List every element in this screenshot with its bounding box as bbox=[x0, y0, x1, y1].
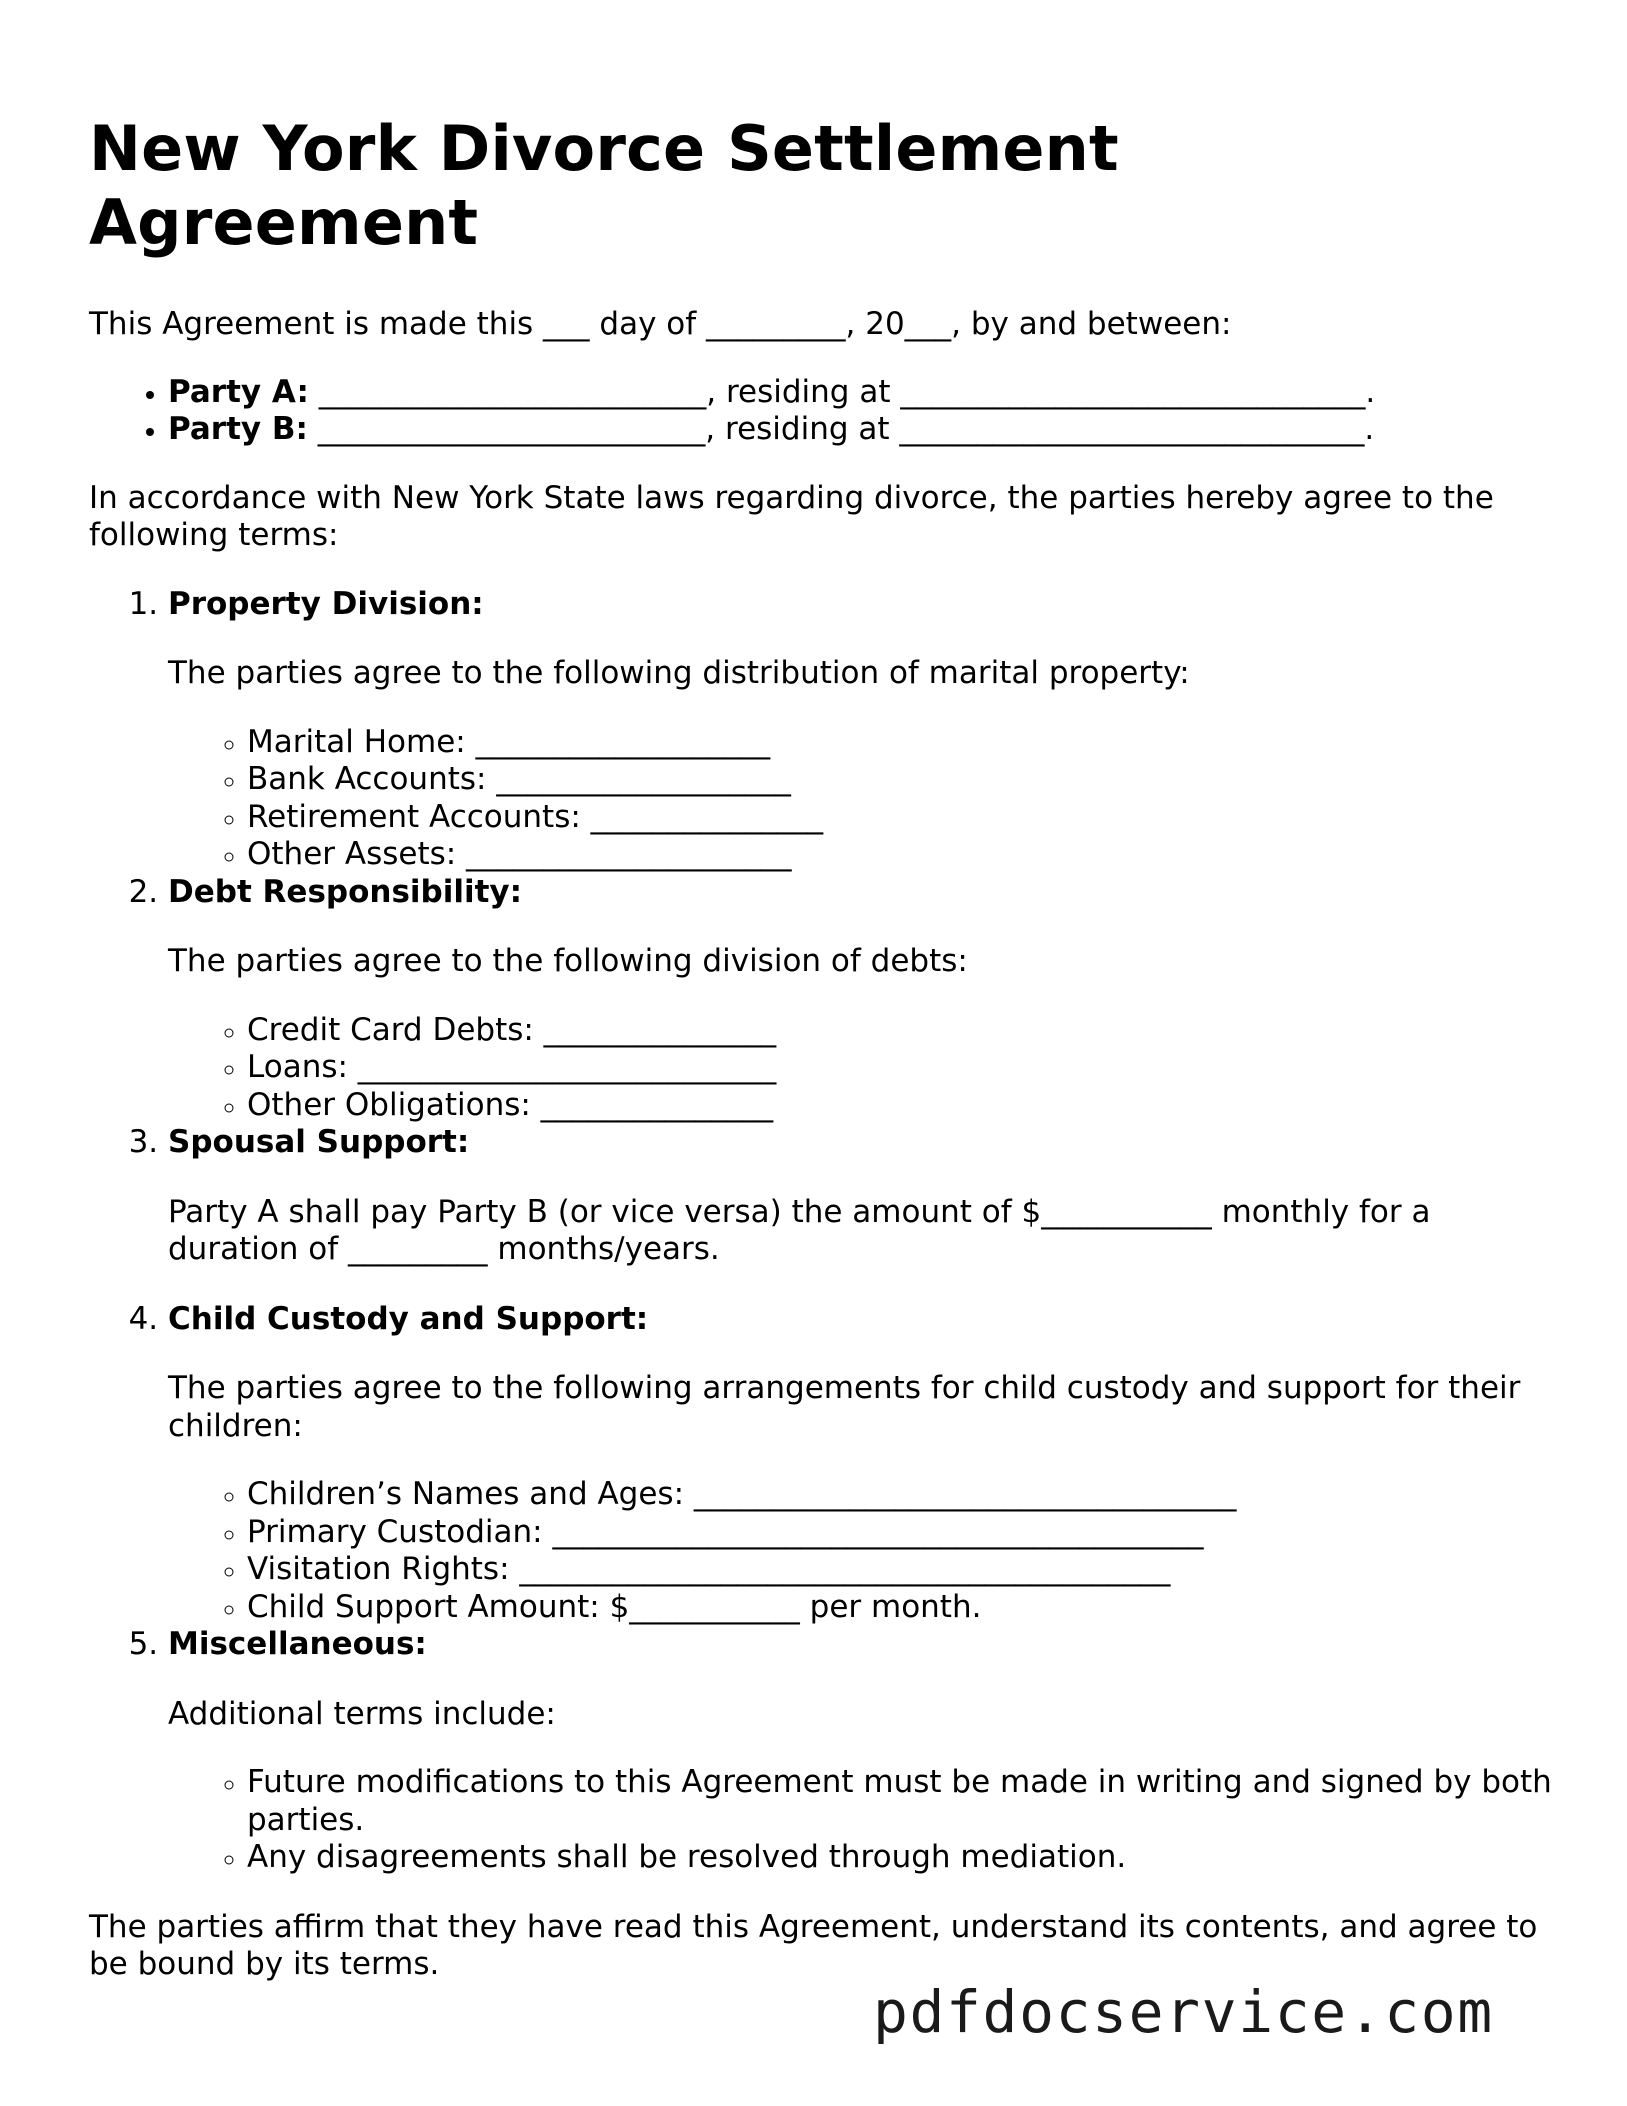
term-debt-responsibility bbox=[168, 874, 1559, 1125]
term-intro: Additional terms include: bbox=[168, 1695, 556, 1732]
term-items bbox=[168, 1476, 1559, 1626]
list-item: ◦ Any disagreements shall be resolved through mediation. bbox=[247, 1839, 1559, 1877]
party-b-label: Party B: bbox=[168, 411, 308, 447]
party-a-text: _________________________, residing at ______________________________. bbox=[308, 373, 1376, 410]
terms-list bbox=[89, 586, 1559, 1877]
term-heading: Debt Responsibility: bbox=[168, 873, 523, 910]
document-title bbox=[89, 112, 1559, 260]
term-intro: The parties agree to the following division of debts: bbox=[168, 943, 968, 979]
closing-paragraph: The parties affirm that they have read this Agreement, understand its contents, and agree to be bound by its terms. bbox=[89, 1908, 1538, 1982]
term-items bbox=[168, 1012, 1559, 1125]
term-heading: Child Custody and Support: bbox=[168, 1300, 649, 1337]
term-heading: Miscellaneous: bbox=[168, 1626, 427, 1662]
term-items bbox=[168, 724, 1559, 874]
term-property-division bbox=[168, 586, 1559, 874]
list-item: ◦ Marital Home: ___________________ bbox=[247, 724, 1559, 762]
party-a-label: Party A: bbox=[168, 373, 309, 410]
list-item: ◦ Other Assets: _____________________ bbox=[247, 836, 1559, 874]
intro-paragraph: This Agreement is made this ___ day of _________, 20___, by and between: bbox=[89, 306, 1232, 342]
party-b-item bbox=[168, 411, 1559, 449]
term-intro: The parties agree to the following arrangements for child custody and support for their children: bbox=[168, 1370, 1521, 1444]
list-item: ◦ Loans: ___________________________ bbox=[247, 1049, 1559, 1087]
term-heading: Property Division: bbox=[168, 585, 484, 622]
party-a-item bbox=[168, 374, 1559, 412]
term-intro: Party A shall pay Party B (or vice versa) the amount of $___________ monthly for a duration of _________ months/years. bbox=[168, 1193, 1431, 1267]
list-item: ◦ Other Obligations: _______________ bbox=[247, 1087, 1559, 1125]
preamble-paragraph: In accordance with New York State laws regarding divorce, the parties hereby agree to the following terms: bbox=[89, 479, 1494, 553]
term-spousal-support bbox=[168, 1124, 1559, 1269]
term-miscellaneous bbox=[168, 1626, 1559, 1877]
list-item: ◦ Future modifications to this Agreement must be made in writing and signed by both parties. bbox=[247, 1764, 1559, 1839]
list-item: ◦ Credit Card Debts: _______________ bbox=[247, 1012, 1559, 1050]
list-item: ◦ Bank Accounts: ___________________ bbox=[247, 761, 1559, 799]
term-child-custody bbox=[168, 1301, 1559, 1627]
party-b-text: _________________________, residing at ______________________________. bbox=[307, 411, 1375, 447]
list-item: ◦ Children’s Names and Ages: ___________________________________ bbox=[247, 1476, 1559, 1514]
parties-list bbox=[89, 374, 1559, 449]
title-line-1: New York Divorce Settlement bbox=[89, 112, 1119, 185]
term-items bbox=[168, 1764, 1559, 1877]
list-item: ◦ Retirement Accounts: _______________ bbox=[247, 799, 1559, 837]
list-item: ◦ Child Support Amount: $___________ per month. bbox=[247, 1589, 1559, 1627]
title-line-2: Agreement bbox=[89, 186, 479, 259]
watermark-text: pdfdocservice.com bbox=[873, 1978, 1494, 2046]
list-item: ◦ Visitation Rights: __________________________________________ bbox=[247, 1551, 1559, 1589]
term-heading: Spousal Support: bbox=[168, 1124, 470, 1160]
term-intro: The parties agree to the following distribution of marital property: bbox=[168, 655, 1190, 691]
document-page bbox=[89, 112, 1559, 1984]
list-item: ◦ Primary Custodian: __________________________________________ bbox=[247, 1514, 1559, 1552]
